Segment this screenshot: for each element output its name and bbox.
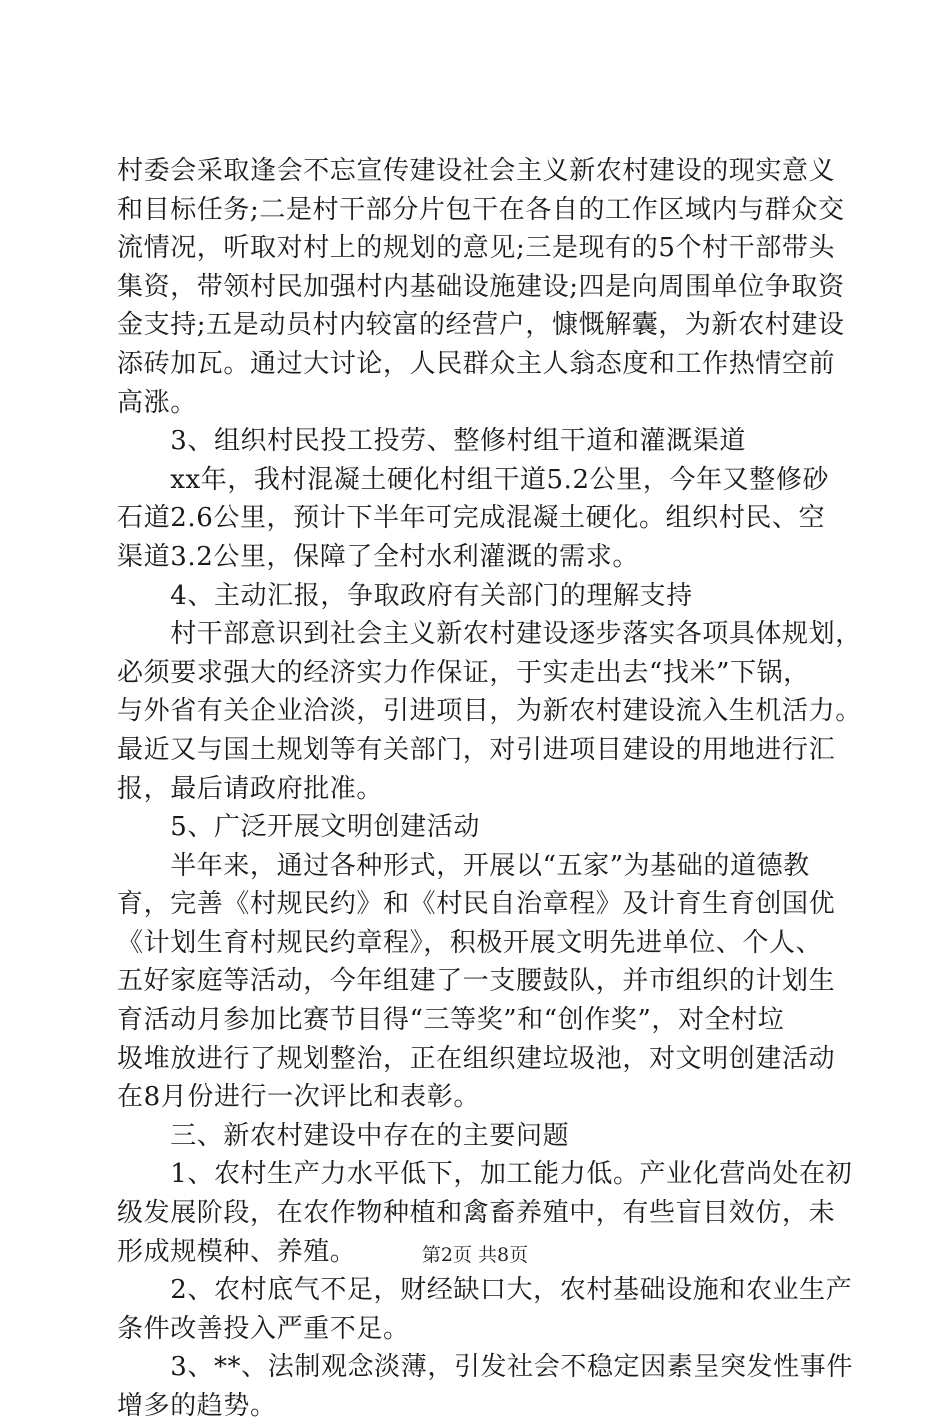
section-heading: 3、组织村民投工投劳、整修村组干道和灌溉渠道 (117, 426, 746, 457)
text-line: 五好家庭等活动，今年组建了一支腰鼓队，并市组织的计划生 (117, 966, 836, 997)
document-body (117, 152, 862, 1426)
text-line: 和目标任务;二是村干部分片包干在各自的工作区域内与群众交 (117, 194, 845, 225)
text-line: 1、农村生产力水平低下，加工能力低。产业化营尚处在初 (117, 1159, 853, 1190)
text-line: 添砖加瓦。通过大讨论，人民群众主人翁态度和工作热情空前 (117, 348, 836, 379)
text-line: 圾堆放进行了规划整治，正在组织建垃圾池，对文明创建活动 (117, 1043, 836, 1074)
text-line: 在8月份进行一次评比和表彰。 (117, 1082, 480, 1113)
text-line: 《计划生育村规民约章程》，积极开展文明先进单位、个人、 (117, 927, 823, 958)
text-line: 集资，带领村民加强村内基础设施建设;四是向周围单位争取资 (117, 271, 845, 302)
text-line: 育活动月参加比赛节目得“三等奖”和“创作奖”，对全村垃 (117, 1005, 785, 1036)
text-line: 形成规模种、养殖。 (117, 1236, 357, 1267)
section-heading: 4、主动汇报，争取政府有关部门的理解支持 (117, 580, 693, 611)
text-line: 增多的趋势。 (117, 1391, 277, 1421)
text-line: 村委会采取逢会不忘宣传建设社会主义新农村建设的现实意义 (117, 156, 836, 186)
text-line: 必须要求强大的经济实力作保证，于实走出去“找米”下锅， (117, 657, 810, 688)
text-line: 最近又与国土规划等有关部门，对引进项目建设的用地进行汇 (117, 734, 836, 765)
text-line: 高涨。 (117, 387, 197, 418)
section-heading: 5、广泛开展文明创建活动 (117, 812, 480, 843)
text-line: 与外省有关企业洽淡，引进项目，为新农村建设流入生机活力。 (117, 696, 862, 727)
text-line: 石道2.6公里，预计下半年可完成混凝土硬化。组织村民、空 (117, 503, 826, 534)
text-line: 3、**、法制观念淡薄，引发社会不稳定因素呈突发性事件 (117, 1352, 853, 1383)
text-line: 报，最后请政府批准。 (117, 773, 384, 804)
text-line: 条件改善投入严重不足。 (117, 1313, 410, 1344)
text-line: xx年，我村混凝土硬化村组干道5.2公里，今年又整修砂 (117, 464, 830, 495)
text-line: 半年来，通过各种形式，开展以“五家”为基础的道德教 (117, 850, 810, 881)
text-line: 渠道3.2公里，保障了全村水利灌溉的需求。 (117, 541, 639, 572)
text-line: 村干部意识到社会主义新农村建设逐步落实各项具体规划， (117, 619, 862, 650)
text-line: 流情况，听取对村上的规划的意见;三是现有的5个村干部带头 (117, 233, 836, 264)
text-line: 育，完善《村规民约》和《村民自治章程》及计育生育创国优 (117, 889, 836, 920)
section-heading: 三、新农村建设中存在的主要问题 (117, 1120, 570, 1151)
text-line: 级发展阶段，在农作物种植和禽畜养殖中，有些盲目效仿，未 (117, 1198, 836, 1229)
text-line: 金支持;五是动员村内较富的经营户，慷慨解囊，为新农村建设 (117, 310, 845, 341)
text-line: 2、农村底气不足，财经缺口大，农村基础设施和农业生产 (117, 1275, 853, 1306)
page-number-footer: 第2页 共8页 (421, 1244, 529, 1266)
